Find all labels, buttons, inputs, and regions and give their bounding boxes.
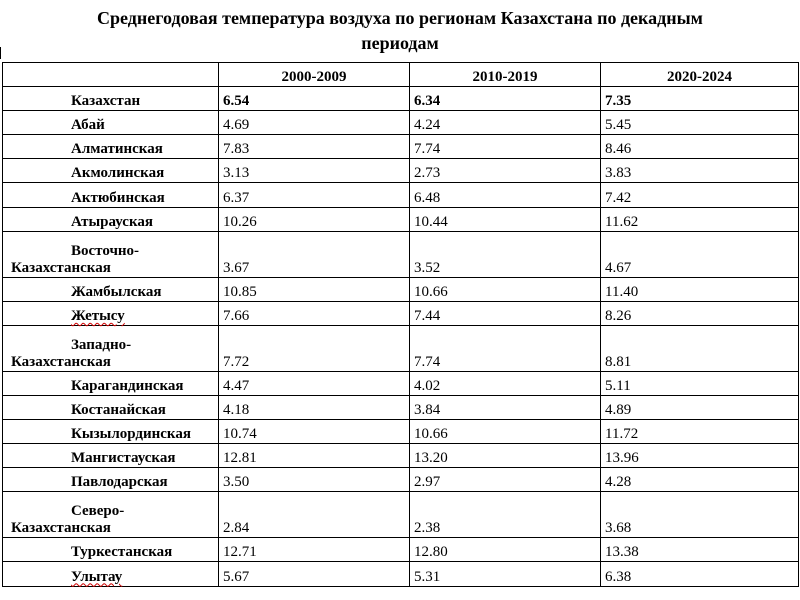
table-row [3, 231, 799, 277]
value-cell: 3.67 [219, 231, 410, 277]
value-cell: 7.35 [601, 87, 799, 111]
region-name: Казахстан [3, 87, 219, 111]
table-row [3, 538, 799, 562]
value-cell: 7.42 [601, 183, 799, 207]
region-name-line-2: Казахстанская [11, 353, 111, 370]
value-cell: 7.72 [219, 325, 410, 371]
value-cell: 4.69 [219, 111, 410, 135]
table-row [3, 371, 799, 395]
value-cell: 2.38 [410, 492, 601, 538]
value-cell: 7.66 [219, 301, 410, 325]
table-row [3, 492, 799, 538]
temperature-table [2, 62, 799, 587]
value-cell: 3.13 [219, 159, 410, 183]
value-cell: 10.44 [410, 207, 601, 231]
region-name [3, 492, 219, 538]
table-row [3, 420, 799, 444]
region-name: Карагандинская [3, 371, 219, 395]
region-name: Мангистауская [3, 444, 219, 468]
value-cell: 5.31 [410, 562, 601, 586]
table-row [3, 207, 799, 231]
spellcheck-underlined-text: Жетысу [71, 307, 125, 324]
value-cell: 13.20 [410, 444, 601, 468]
value-cell: 5.45 [601, 111, 799, 135]
spellcheck-underlined-text: Улытау [71, 568, 123, 585]
document-title [0, 6, 800, 56]
region-name: Акмолинская [3, 159, 219, 183]
value-cell: 13.38 [601, 538, 799, 562]
value-cell: 7.74 [410, 325, 601, 371]
margin-line [0, 47, 1, 59]
table-row [3, 301, 799, 325]
value-cell: 13.96 [601, 444, 799, 468]
header-row [3, 63, 799, 87]
value-cell: 7.74 [410, 135, 601, 159]
region-name: Павлодарская [3, 468, 219, 492]
value-cell: 11.62 [601, 207, 799, 231]
region-name: Туркестанская [3, 538, 219, 562]
region-name-line-1: Северо- [71, 503, 125, 520]
table-row [3, 135, 799, 159]
value-cell: 6.37 [219, 183, 410, 207]
value-cell: 10.85 [219, 277, 410, 301]
table-row [3, 468, 799, 492]
title-line-2: периодам [361, 33, 439, 53]
value-cell: 6.34 [410, 87, 601, 111]
table-row [3, 444, 799, 468]
region-name: Абай [3, 111, 219, 135]
table-row [3, 183, 799, 207]
table-row [3, 159, 799, 183]
value-cell: 4.67 [601, 231, 799, 277]
header-cell-2000-2009: 2000-2009 [219, 63, 410, 87]
value-cell: 7.83 [219, 135, 410, 159]
region-name: Атырауская [3, 207, 219, 231]
value-cell: 4.28 [601, 468, 799, 492]
value-cell: 8.26 [601, 301, 799, 325]
value-cell: 11.72 [601, 420, 799, 444]
region-name: Актюбинская [3, 183, 219, 207]
region-name: Алматинская [3, 135, 219, 159]
value-cell: 8.46 [601, 135, 799, 159]
table-row [3, 111, 799, 135]
value-cell: 3.84 [410, 395, 601, 419]
region-name: Жамбылская [3, 277, 219, 301]
value-cell: 6.48 [410, 183, 601, 207]
value-cell: 2.84 [219, 492, 410, 538]
value-cell: 6.38 [601, 562, 799, 586]
value-cell: 4.47 [219, 371, 410, 395]
value-cell: 4.24 [410, 111, 601, 135]
value-cell: 4.89 [601, 395, 799, 419]
value-cell: 12.81 [219, 444, 410, 468]
header-cell-2010-2019: 2010-2019 [410, 63, 601, 87]
table-row [3, 87, 799, 111]
table-row [3, 562, 799, 586]
title-line-1: Среднегодовая температура воздуха по регионам Казахстана по декадным [97, 8, 703, 28]
header-cell-2020-2024: 2020-2024 [601, 63, 799, 87]
region-name-line-2: Казахстанская [11, 259, 111, 276]
value-cell: 8.81 [601, 325, 799, 371]
value-cell: 11.40 [601, 277, 799, 301]
value-cell: 10.74 [219, 420, 410, 444]
region-name-line-2: Казахстанская [11, 520, 111, 537]
table-row [3, 395, 799, 419]
value-cell: 6.54 [219, 87, 410, 111]
value-cell: 3.83 [601, 159, 799, 183]
header-cell-region [3, 63, 219, 87]
value-cell: 4.02 [410, 371, 601, 395]
region-name-line-1: Западно- [71, 336, 132, 353]
region-name [3, 231, 219, 277]
region-name [3, 562, 219, 586]
value-cell: 12.71 [219, 538, 410, 562]
region-name [3, 301, 219, 325]
region-name: Костанайская [3, 395, 219, 419]
region-name: Кызылординская [3, 420, 219, 444]
table-row [3, 277, 799, 301]
value-cell: 4.18 [219, 395, 410, 419]
value-cell: 3.68 [601, 492, 799, 538]
value-cell: 7.44 [410, 301, 601, 325]
region-name-line-1: Восточно- [71, 242, 140, 259]
value-cell: 10.26 [219, 207, 410, 231]
value-cell: 3.52 [410, 231, 601, 277]
value-cell: 12.80 [410, 538, 601, 562]
value-cell: 3.50 [219, 468, 410, 492]
value-cell: 2.97 [410, 468, 601, 492]
value-cell: 10.66 [410, 420, 601, 444]
value-cell: 5.67 [219, 562, 410, 586]
region-name [3, 325, 219, 371]
table-row [3, 325, 799, 371]
value-cell: 5.11 [601, 371, 799, 395]
value-cell: 2.73 [410, 159, 601, 183]
value-cell: 10.66 [410, 277, 601, 301]
